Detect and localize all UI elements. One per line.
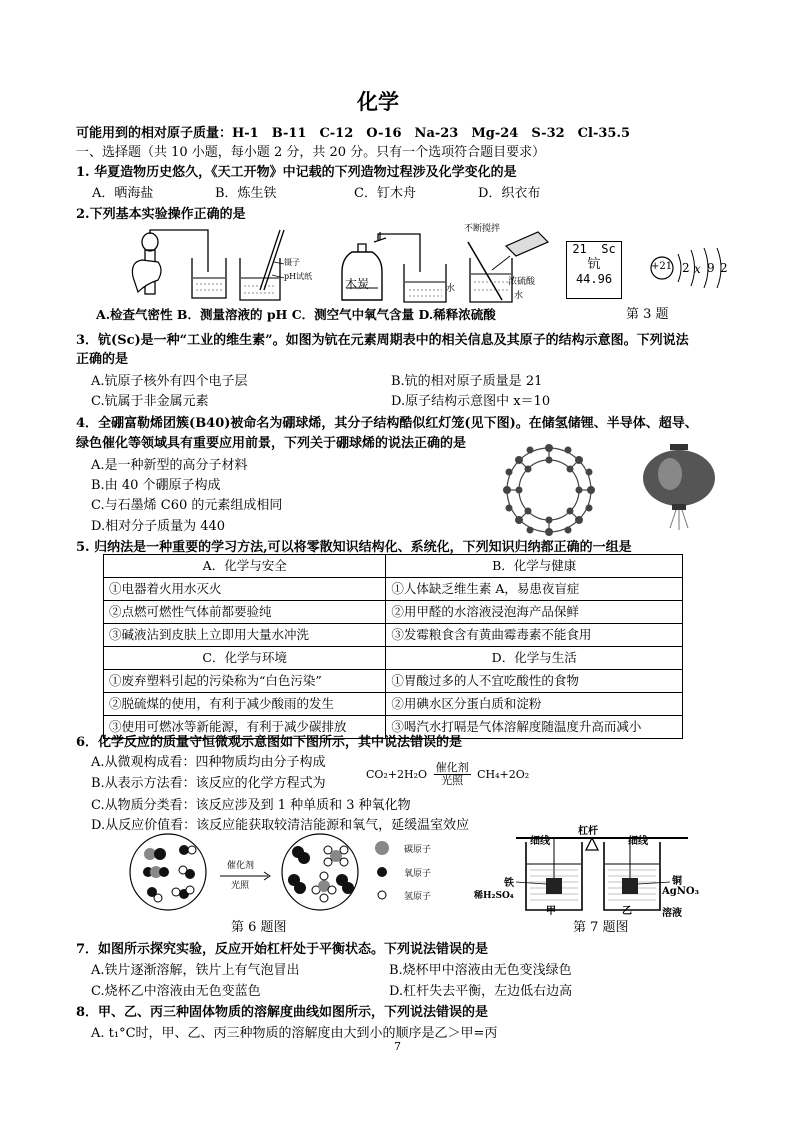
figure-ph-test — [234, 228, 332, 304]
table-cell: ①废弃塑料引起的污染称为“白色污染” — [104, 670, 386, 693]
q1-option-b: B．炼生铁 — [215, 186, 277, 201]
q2-options: A.检查气密性 B．测量溶液的 pH C．测空气中氧气含量 D.稀释浓硫酸 — [96, 307, 496, 322]
label-copper: 铜 — [672, 876, 682, 887]
legend-oxygen: 氧原子 — [404, 869, 432, 879]
sc-atomic-number: 21 — [572, 242, 587, 256]
table-header-d: D．化学与生活 — [386, 647, 683, 670]
lever-experiment-diagram — [498, 820, 698, 916]
legend-hydrogen: 氢原子 — [404, 892, 432, 902]
label-iron: 铁 — [504, 878, 514, 889]
q3-caption: 第 3 题 — [626, 307, 669, 322]
arrow-label-bottom: 光照 — [231, 881, 250, 891]
q4-option-b: B.由 40 个硼原子构成 — [91, 478, 221, 493]
q4-option-c: C.与石墨烯 C60 的元素组成相同 — [91, 498, 283, 513]
atom-legend — [372, 840, 394, 904]
reaction-micro-diagram — [128, 832, 368, 914]
section-heading: 一、选择题（共 10 小题，每小题 2 分，共 20 分。只有一个选项符合题目要求） — [76, 145, 546, 160]
atomic-masses: 可能用到的相对原子质量：H-1 B-11 C-12 O-16 Na-23 Mg-24 S-32 Cl-35.5 — [76, 126, 631, 141]
table-cell: ③使用可燃冰等新能源，有利于减少碳排放 — [104, 716, 386, 739]
q7-option-a: A.铁片逐渐溶解，铁片上有气泡冒出 — [91, 963, 300, 978]
label-jia: 甲 — [546, 906, 556, 917]
q4-option-a: A.是一种新型的高分子材料 — [91, 458, 248, 473]
q3-option-a: A.钪原子核外有四个电子层 — [91, 374, 248, 389]
equation-condition-bottom: 光照 — [441, 774, 464, 787]
label-tweezers: 镊子 — [284, 258, 300, 267]
q3-option-c: C.钪属于非金属元素 — [91, 394, 209, 409]
label-water-2: 水 — [514, 291, 524, 301]
q4-stem-2: 绿色催化等领域具有重要应用前景，下列关于硼球烯的说法正确的是 — [76, 436, 467, 451]
q8-stem: 8．甲、乙、丙三种固体物质的溶解度曲线如图所示，下列说法错误的是 — [76, 1005, 489, 1020]
q6-option-a: A.从微观构成看：四种物质均由分子构成 — [91, 755, 326, 770]
label-charcoal: 木炭 — [345, 277, 370, 291]
legend-carbon: 碳原子 — [404, 845, 432, 855]
shell-1: 2 — [682, 261, 690, 275]
q6-option-b: B.从表示方法看：该反应的化学方程式为 — [91, 776, 326, 791]
table-cell: ③发霉粮食含有黄曲霉毒素不能食用 — [386, 624, 683, 647]
table-cell: ②点燃可燃性气体前都要验纯 — [104, 601, 386, 624]
borophene-model — [494, 440, 604, 540]
q1-option-a: A．晒海盐 — [92, 186, 154, 201]
label-dilute-acid: 稀H₂SO₄ — [474, 891, 514, 901]
sc-symbol: Sc — [601, 242, 616, 256]
knowledge-table — [103, 554, 683, 739]
label-yi: 乙 — [622, 906, 632, 917]
figure-dilution — [458, 226, 558, 304]
label-thread-right: 细线 — [628, 836, 648, 847]
equation — [366, 762, 529, 787]
q2-stem: 2.下列基本实验操作正确的是 — [76, 207, 246, 222]
q1-stem: 1. 华夏造物历史悠久，《天工开物》中记载的下列造物过程涉及化学变化的是 — [76, 165, 517, 180]
page-title: 化学 — [357, 90, 399, 114]
equation-condition-top: 催化剂 — [435, 761, 469, 774]
table-cell: ②用碘水区分蛋白质和淀粉 — [386, 693, 683, 716]
table-cell: ①电器着火用水灭火 — [104, 578, 386, 601]
q7-stem: 7．如图所示探究实验，反应开始杠杆处于平衡状态。下列说法错误的是 — [76, 942, 489, 957]
equation-condition — [434, 762, 471, 787]
label-lever: 杠杆 — [578, 826, 598, 837]
shell-2: x — [694, 262, 701, 276]
q6-option-c: C.从物质分类看：该反应涉及到 1 种单质和 3 种氧化物 — [91, 798, 411, 813]
table-header-b: B．化学与健康 — [386, 555, 683, 578]
q7-caption: 第 7 题图 — [573, 920, 629, 935]
table-cell: ①胃酸过多的人不宜吃酸性的食物 — [386, 670, 683, 693]
q6-caption: 第 6 题图 — [231, 920, 287, 935]
q4-stem-1: 4．全硼富勒烯团簇(B40)被命名为硼球烯，其分子结构酷似红灯笼(见下图)。在储氢储锂、半导体、超导、 — [76, 416, 698, 431]
label-water: 水 — [446, 284, 456, 294]
q7-option-d: D.杠杆失去平衡，左边低右边高 — [389, 984, 573, 999]
figure-oxygen-test — [334, 232, 452, 304]
shell-3: 9 — [707, 261, 715, 275]
table-cell: ③喝汽水打嗝是气体溶解度随温度升高而减小 — [386, 716, 683, 739]
page-number: 7 — [394, 1040, 401, 1053]
sc-mass: 44.96 — [575, 272, 613, 286]
q6-stem: 6．化学反应的质量守恒微观示意图如下图所示，其中说法错误的是 — [76, 735, 463, 750]
q6-option-d: D.从反应价值看：该反应能获取较清洁能源和氧气，延缓温室效应 — [91, 818, 470, 833]
q3-option-b: B.钪的相对原子质量是 21 — [391, 374, 543, 389]
q7-option-b: B.烧杯甲中溶液由无色变浅绿色 — [389, 963, 572, 978]
element-card-sc — [566, 241, 622, 299]
table-header-c: C．化学与环境 — [104, 647, 386, 670]
table-header-a: A．化学与安全 — [104, 555, 386, 578]
equation-left: CO₂+2H₂O — [366, 768, 428, 781]
figure-airtightness — [128, 222, 230, 304]
q5-stem: 5. 归纳法是一种重要的学习方法,可以将零散知识结构化、系统化，下列知识归纳都正确的一组是 — [76, 540, 632, 555]
arrow-label-top: 催化剂 — [227, 861, 255, 871]
q3-stem-2: 正确的是 — [76, 352, 129, 367]
atom-nucleus: +21 — [651, 261, 673, 272]
q3-option-d: D.原子结构示意图中 x＝10 — [391, 394, 551, 409]
label-acid: 浓硫酸 — [508, 277, 536, 287]
q1-option-d: D．织衣布 — [478, 186, 541, 201]
q7-option-c: C.烧杯乙中溶液由无色变蓝色 — [91, 984, 261, 999]
q4-option-d: D.相对分子质量为 440 — [91, 519, 226, 534]
sc-name: 钪 — [587, 257, 601, 272]
equation-right: CH₄+2O₂ — [477, 768, 530, 781]
label-stir: 不断搅拌 — [464, 224, 501, 234]
label-ph-paper: pH试纸 — [284, 272, 313, 281]
q3-stem-1: 3．钪(Sc)是一种“工业的维生素”。如图为钪在元素周期表中的相关信息及其原子的结构示意图。下列说法 — [76, 333, 689, 348]
table-cell: ②脱硫煤的使用，有利于减少酸雨的发生 — [104, 693, 386, 716]
shell-4: 2 — [720, 261, 728, 275]
table-cell: ②用甲醛的水溶液浸泡海产品保鲜 — [386, 601, 683, 624]
q1-option-c: C．钉木舟 — [354, 186, 416, 201]
label-thread-left: 细线 — [530, 836, 550, 847]
q8-option-a: A. t₁°C时，甲、乙、丙三种物质的溶解度由大到小的顺序是乙＞甲=丙 — [91, 1026, 498, 1041]
red-lantern-image — [640, 444, 718, 530]
table-cell: ①人体缺乏维生素 A，易患夜盲症 — [386, 578, 683, 601]
label-solution: 溶液 — [662, 908, 682, 919]
label-agno3: AgNO₃ — [662, 886, 699, 897]
table-cell: ③碱液沾到皮肤上立即用大量水冲洗 — [104, 624, 386, 647]
